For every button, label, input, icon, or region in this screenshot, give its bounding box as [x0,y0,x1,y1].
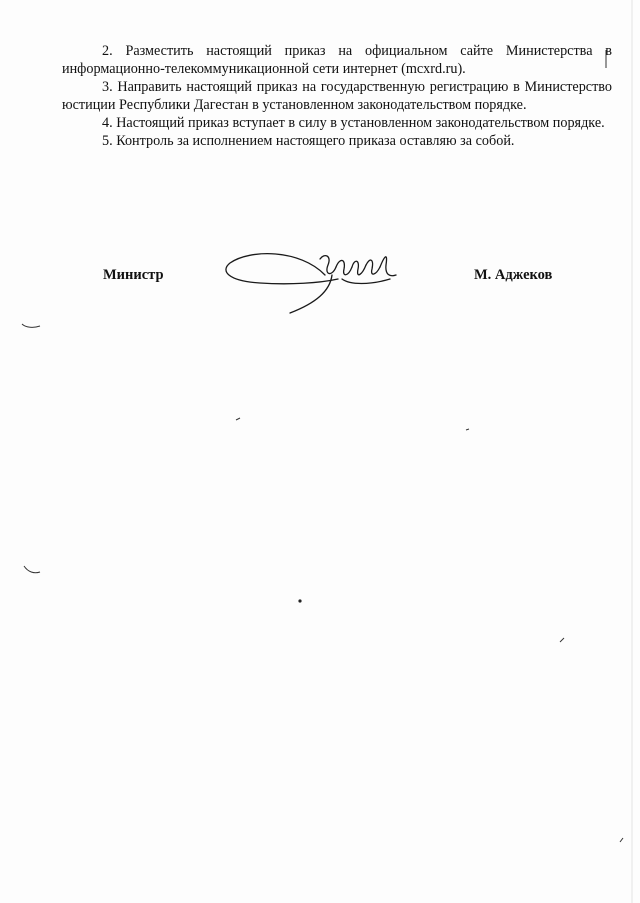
scan-speck [560,638,564,642]
order-item-2: 2. Разместить настоящий приказ на официальном сайте Министерства в информационно-телекоммуникационной сети интернет (mcxrd.ru). [62,43,612,77]
handwritten-signature [220,245,400,317]
scan-speck [24,566,40,573]
order-body [62,42,612,150]
order-item-5: 5. Контроль за исполнением настоящего приказа оставляю за собой. [102,133,515,149]
scan-speck [466,429,469,430]
scan-speck [620,838,623,842]
signer-position: Министр [103,267,164,283]
signer-name: М. Аджеков [474,267,553,283]
scan-speck [236,418,240,420]
scan-speck [298,599,301,602]
order-item-3: 3. Направить настоящий приказ на государственную регистрацию в Министерство юстиции Республики Дагестан в установленном законодательством порядке. [62,79,612,113]
order-item-4: 4. Настоящий приказ вступает в силу в установленном законодательством порядке. [102,115,605,131]
signature-block [0,245,640,325]
